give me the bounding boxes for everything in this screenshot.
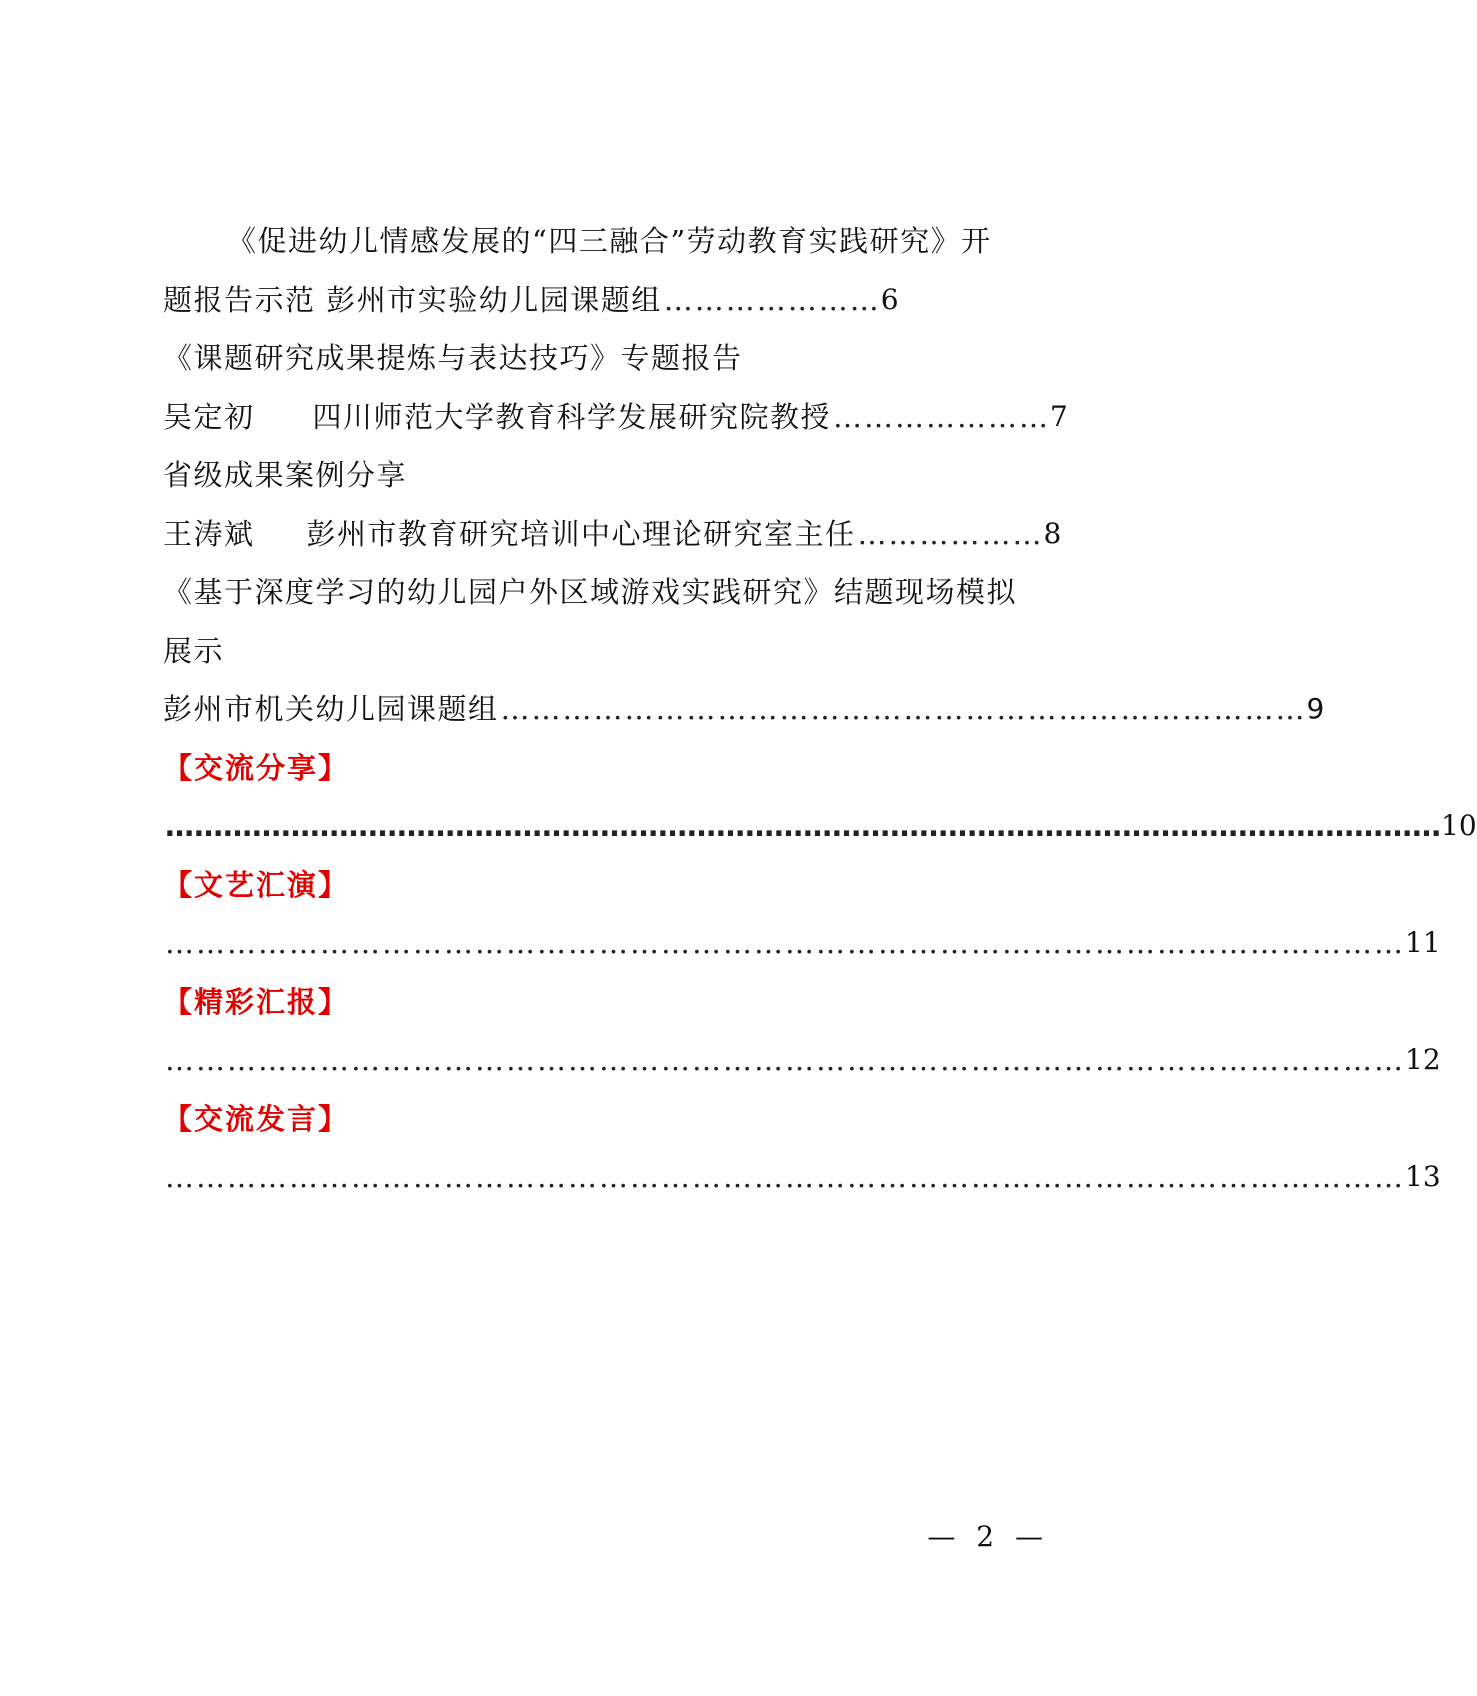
toc-leader-dots: ………………… — [833, 399, 1051, 434]
toc-entry-3-title-line — [163, 446, 1055, 505]
toc-section-3-dots-line[interactable] — [163, 1031, 1441, 1090]
toc-entry-1-line-1 — [163, 212, 1055, 271]
toc-page-number: 6 — [880, 282, 899, 316]
toc-entry-1-line-2[interactable] — [163, 271, 1055, 330]
toc-section-2-heading-line — [163, 856, 1055, 915]
toc-section-1-dots-line[interactable] — [163, 797, 1477, 856]
toc-entry-4-title-cont: 展示 — [163, 633, 225, 668]
toc-section-4-dots-line[interactable] — [163, 1148, 1441, 1207]
toc-entry-3-affiliation: 彭州市教育研究培训中心理论研究室主任 — [306, 516, 856, 551]
section-heading: 【交流分享】 — [163, 750, 350, 785]
toc-page-number: 9 — [1306, 692, 1325, 725]
toc-entry-3-speaker: 王涛斌 — [163, 516, 255, 551]
page-number-footer: — 2 — — [927, 1520, 1049, 1553]
toc-leader-dots: ……………… — [857, 516, 1044, 551]
toc-section-4-heading-line — [163, 1090, 1055, 1149]
toc-entry-2-speaker-line[interactable] — [163, 388, 1068, 447]
toc-section-1-heading-line — [163, 739, 1055, 798]
toc-leader-dots: …………………………………………………………………… — [500, 692, 1307, 726]
toc-page-number: 10 — [1441, 809, 1477, 842]
toc-entry-2-affiliation: 四川师范大学教育科学发展研究院教授 — [312, 399, 832, 434]
toc-entry-4-line-1 — [163, 563, 1055, 622]
toc-leader-dots: ………………………………………………………………………………………………………… — [165, 926, 1405, 960]
toc-entry-1-title: 《促进幼儿情感发展的“四三融合”劳动教育实践研究》开 — [227, 224, 992, 258]
toc-page-number: 13 — [1405, 1160, 1441, 1193]
toc-entry-2-title: 《课题研究成果提炼与表达技巧》专题报告 — [163, 341, 743, 375]
toc-entry-2-title-line — [163, 329, 1055, 388]
toc-entry-4-subtitle: 彭州市机关幼儿园课题组 — [163, 692, 499, 726]
toc-page-number: 12 — [1405, 1043, 1441, 1076]
toc-leader-dots: …………………………………………………………………………………………………………………… — [165, 809, 1441, 843]
toc-entry-1-subtitle: 题报告示范 彭州市实验幼儿园课题组 — [163, 282, 662, 317]
toc-section-3-heading-line — [163, 973, 1055, 1032]
toc-page-number: 7 — [1050, 399, 1068, 433]
toc-entry-4-line-3[interactable] — [163, 680, 1325, 739]
section-heading: 【文艺汇演】 — [163, 867, 350, 902]
toc-entry-3-speaker-line[interactable] — [163, 505, 1062, 564]
section-heading: 【精彩汇报】 — [163, 984, 350, 1019]
toc-entry-4-line-2 — [163, 622, 1055, 681]
toc-entry-2-speaker: 吴定初 — [163, 399, 255, 434]
toc-leader-dots: ………………………………………………………………………………………………………… — [165, 1043, 1405, 1077]
toc-leader-dots: ………………… — [663, 282, 881, 317]
section-heading: 【交流发言】 — [163, 1101, 350, 1136]
toc-entry-4-title: 《基于深度学习的幼儿园户外区域游戏实践研究》结题现场模拟 — [163, 575, 1018, 609]
table-of-contents — [163, 212, 1477, 1207]
toc-section-2-dots-line[interactable] — [163, 914, 1441, 973]
toc-entry-3-title: 省级成果案例分享 — [163, 458, 408, 492]
toc-leader-dots: ………………………………………………………………………………………………………… — [165, 1160, 1405, 1194]
toc-page-number: 8 — [1043, 516, 1062, 550]
toc-page-number: 11 — [1405, 926, 1441, 959]
